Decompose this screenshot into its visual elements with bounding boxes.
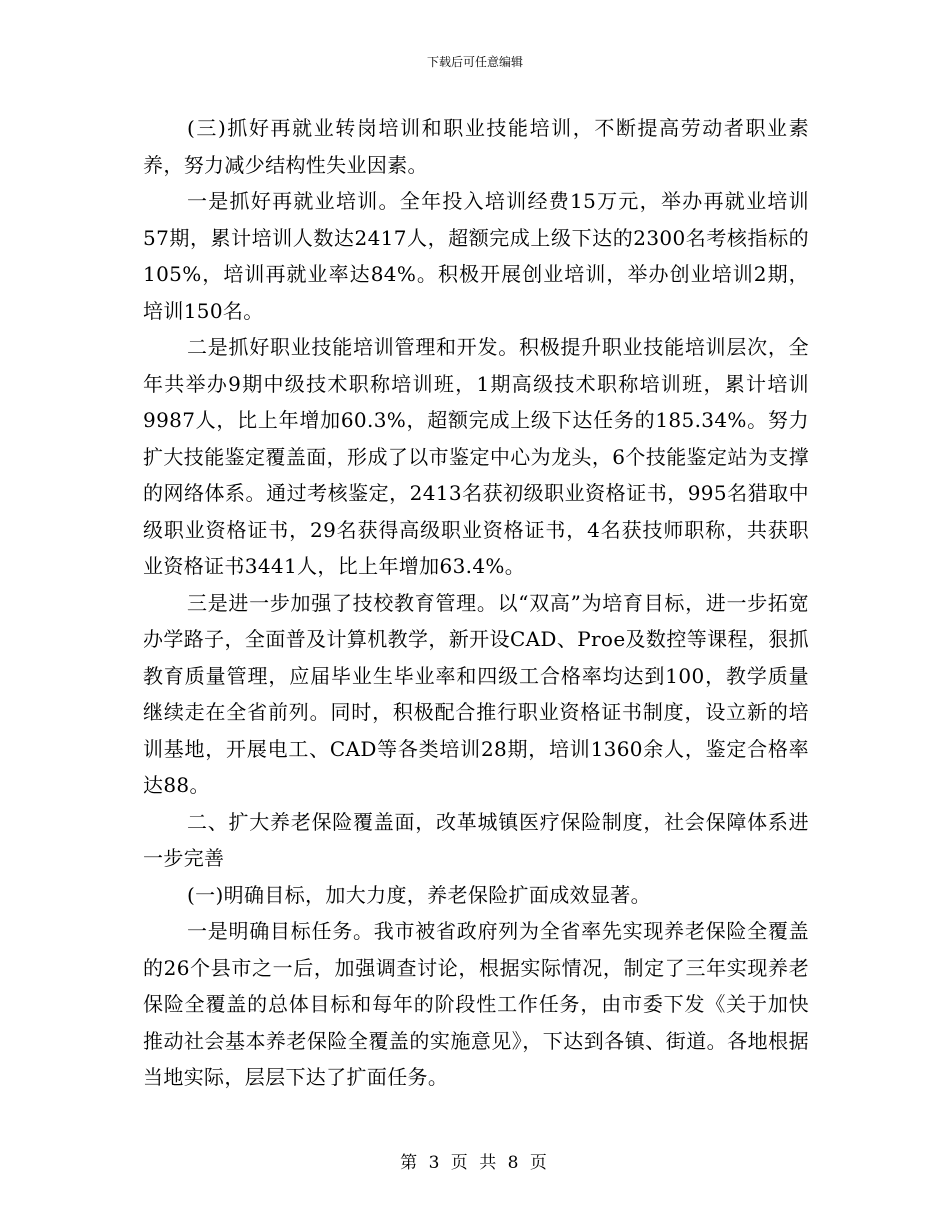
paragraph-reemployment-training: 一是抓好再就业培训。全年投入培训经费15万元，举办再就业培训57期，累计培训人数达2417人，超额完成上级下达的2300名考核指标的105%，培训再就业率达84%。积极开展创业培训，举办创业培训2期，培训150名。: [143, 189, 809, 323]
paragraph-vocational-skills: 二是抓好职业技能培训管理和开发。积极提升职业技能培训层次，全年共举办9期中级技术职称培训班，1期高级技术职称培训班，累计培训9987人，比上年增加60.3%，超额完成上级下达任务的185.34%。努力扩大技能鉴定覆盖面，形成了以市鉴定中心为龙头，6个技能鉴定站为支撑的网络体系。通过考核鉴定，2413名获初级职业资格证书，995名猎取中级职业资格证书，29名获得高级职业资格证书，4名获技师职称，共获职业资格证书3441人，比上年增加63.4%。: [143, 335, 809, 578]
paragraph-subsection-3: (三)抓好再就业转岗培训和职业技能培训，不断提高劳动者职业素养，努力减少结构性失业因素。: [143, 116, 809, 177]
paragraph-section-2-heading: 二、扩大养老保险覆盖面，改革城镇医疗保险制度，社会保障体系进一步完善: [143, 809, 809, 870]
paragraph-clear-targets: 一是明确目标任务。我市被省政府列为全省率先实现养老保险全覆盖的26个县市之一后，加强调查讨论，根据实际情况，制定了三年实现养老保险全覆盖的总体目标和每年的阶段性工作任务，由市委下发《关于加快推动社会基本养老保险全覆盖的实施意见》，下达到各镇、街道。各地根据当地实际，层层下达了扩面任务。: [143, 919, 809, 1089]
document-body: [143, 110, 809, 1096]
page-number: 第 3 页 共 8 页: [400, 1153, 550, 1173]
paragraph-technical-school: 三是进一步加强了技校教育管理。以“双高”为培育目标，进一步拓宽办学路子，全面普及计算机教学，新开设CAD、Proe及数控等课程，狠抓教育质量管理，应届毕业生毕业率和四级工合格率均达到100，教学质量继续走在全省前列。同时，积极配合推行职业资格证书制度，设立新的培训基地，开展电工、CAD等各类培训28期，培训1360余人，鉴定合格率达88。: [143, 590, 809, 797]
header-note: 下载后可任意编辑: [426, 55, 523, 69]
paragraph-subsection-1: (一)明确目标，加大力度，养老保险扩面成效显著。: [187, 882, 652, 907]
